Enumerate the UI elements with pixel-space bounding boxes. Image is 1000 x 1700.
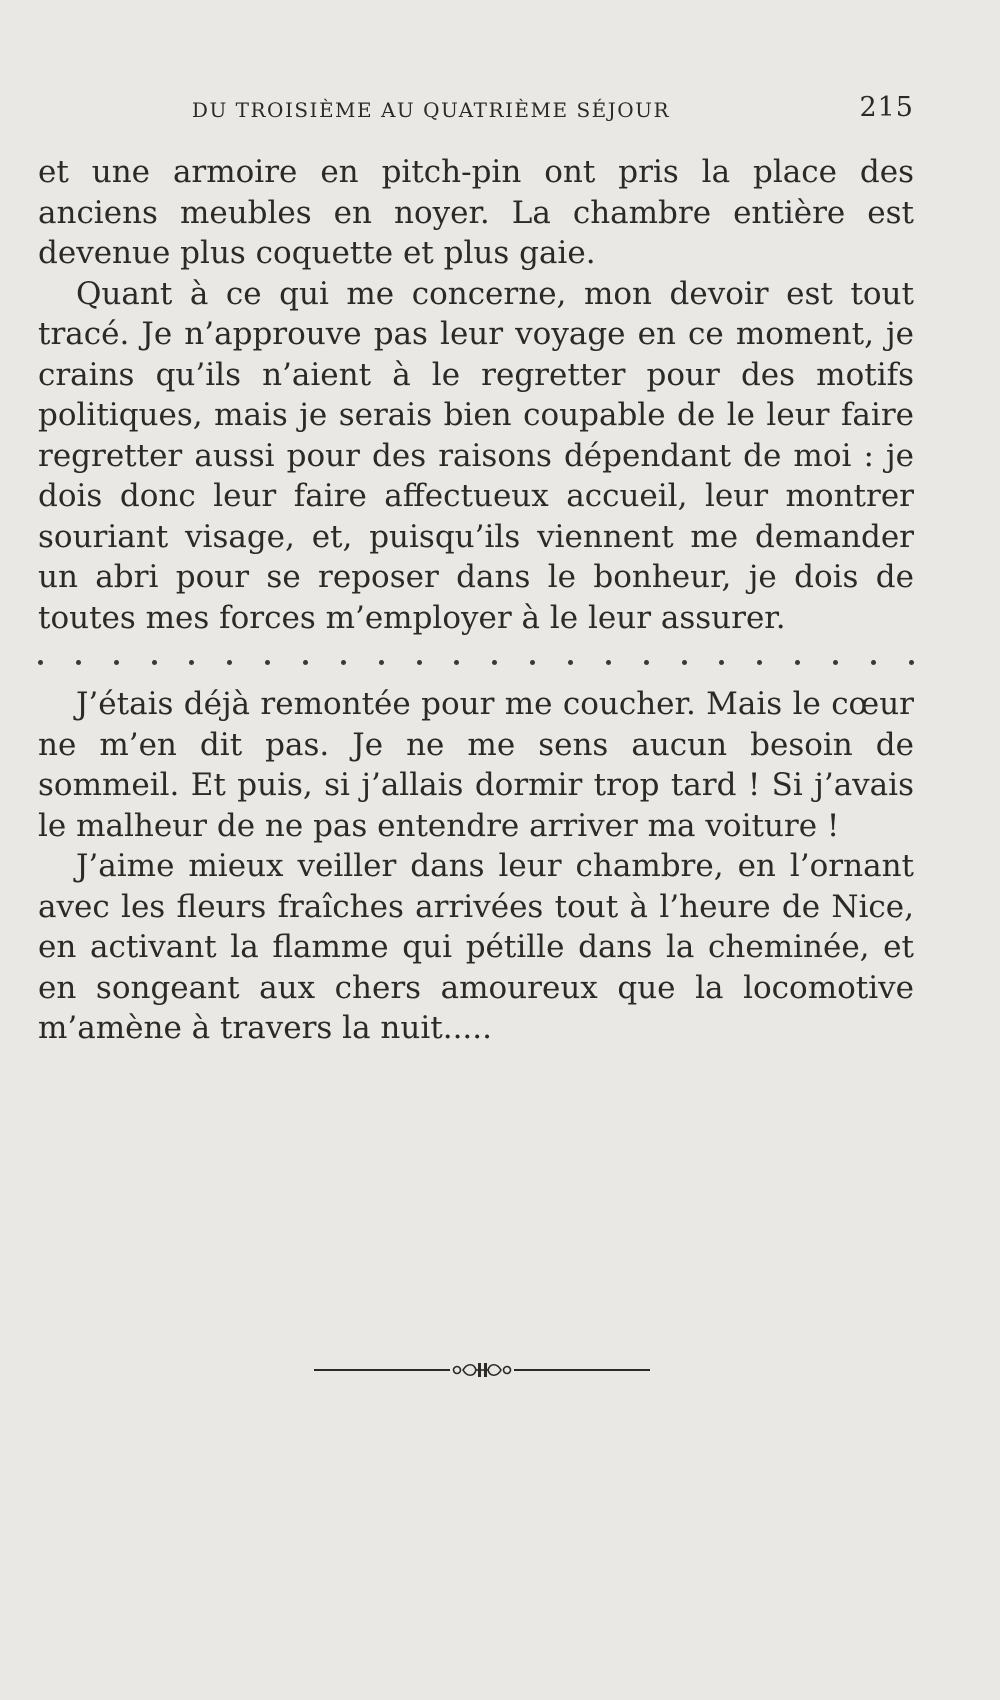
separator-dot	[152, 660, 157, 665]
separator-dot	[644, 660, 649, 665]
separator-dot	[909, 660, 914, 665]
paragraph-continuation: et une armoire en pitch-pin ont pris la place des anciens meubles en noyer. La chambre entière est devenue plus coquette et plus gaie.	[38, 154, 914, 271]
separator-dot	[417, 660, 422, 665]
separator-dot	[682, 660, 687, 665]
separator-dot	[114, 660, 119, 665]
running-head	[38, 92, 914, 126]
paragraph: J’aime mieux veiller dans leur chambre, en l’ornant avec les fleurs fraîches arrivées tout à l’heure de Nice, en activant la flamme qui pétille dans la cheminée, et en songeant aux chers amoureux que la locomotive m’amène à travers la nuit.....	[38, 848, 914, 1046]
separator-dot	[795, 660, 800, 665]
separator-dot	[265, 660, 270, 665]
separator-dot	[303, 660, 308, 665]
paragraph: J’étais déjà remontée pour me coucher. Mais le cœur ne m’en dit pas. Je ne me sens aucun besoin de sommeil. Et puis, si j’allais dormir trop tard ! Si j’avais le malheur de ne pas entendre arriver ma voiture !	[38, 686, 914, 844]
separator-dot	[719, 660, 724, 665]
separator-dot	[606, 660, 611, 665]
paragraph: Quant à ce qui me concerne, mon devoir est tout tracé. Je n’approuve pas leur voyage en ce moment, je crains qu’ils n’aient à le regretter pour des motifs politiques, mais je serais bien coupable de le leur faire regretter aussi pour des raisons dépendant de moi : je dois donc leur faire affectueux accueil, leur montrer souriant visage, et, puisqu’ils viennent me demander un abri pour se reposer dans le bonheur, je dois de toutes mes forces m’employer à le leur assurer.	[38, 275, 914, 636]
separator-dot	[38, 660, 43, 665]
separator-dot	[492, 660, 497, 665]
separator-dot	[871, 660, 876, 665]
body-text	[38, 152, 914, 1049]
separator-dot	[757, 660, 762, 665]
separator-dot	[379, 660, 384, 665]
separator-dot	[76, 660, 81, 665]
fleuron-ornament	[312, 1358, 652, 1382]
separator-dot	[341, 660, 346, 665]
fleuron-icon	[312, 1358, 652, 1382]
running-title: DU TROISIÈME AU QUATRIÈME SÉJOUR	[191, 98, 671, 122]
page-number: 215	[859, 92, 914, 123]
separator-dot	[454, 660, 459, 665]
separator-dot	[227, 660, 232, 665]
dotted-separator	[38, 642, 914, 682]
separator-dot	[189, 660, 194, 665]
separator-dot	[530, 660, 535, 665]
separator-dot	[568, 660, 573, 665]
separator-dot	[833, 660, 838, 665]
